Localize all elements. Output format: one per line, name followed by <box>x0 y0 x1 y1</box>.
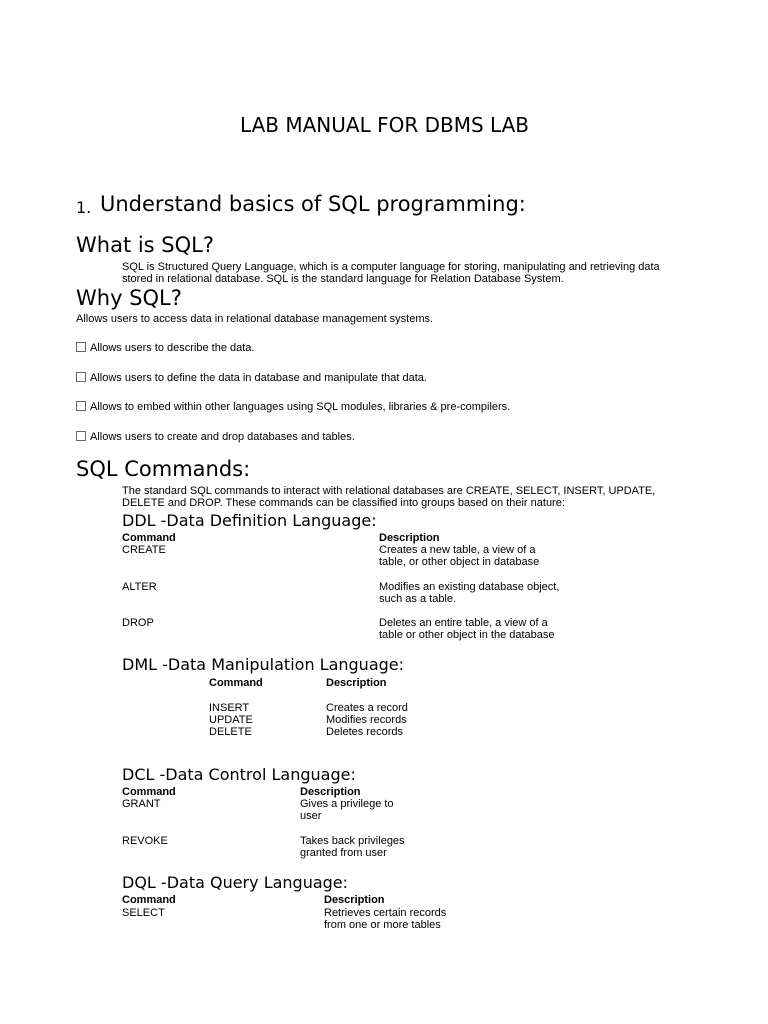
dcl-row-description: Gives a privilege to <box>300 798 394 810</box>
dml-row-command: INSERT <box>209 702 250 714</box>
section-number: 1. <box>76 198 92 217</box>
bullet-item <box>76 401 510 413</box>
bullet-item <box>76 342 254 354</box>
ddl-row-command: CREATE <box>122 544 166 556</box>
dcl-heading: DCL -Data Control Language: <box>122 765 356 784</box>
dql-heading: DQL -Data Query Language: <box>122 873 349 892</box>
ddl-row-command: DROP <box>122 617 154 629</box>
dml-col-description: Description <box>326 677 387 689</box>
dcl-row-command: REVOKE <box>122 835 168 847</box>
what-is-sql-text-line: SQL is Structured Query Language, which is a computer language for storing, manipulating and retrieving data <box>122 261 660 273</box>
bullet-box-icon <box>76 372 86 382</box>
bullet-text: Allows users to define the data in database and manipulate that data. <box>90 372 427 384</box>
dml-row-description: Deletes records <box>326 726 404 738</box>
bullet-text: Allows users to create and drop databases and tables. <box>90 431 355 443</box>
ddl-row-command: ALTER <box>122 581 157 593</box>
dml-heading: DML -Data Manipulation Language: <box>122 655 405 674</box>
ddl-heading: DDL -Data Definition Language: <box>122 511 377 530</box>
bullet-item <box>76 431 355 443</box>
dql-col-command: Command <box>122 894 176 906</box>
sql-commands-heading: SQL Commands: <box>76 457 251 481</box>
page-title: LAB MANUAL FOR DBMS LAB <box>240 113 530 137</box>
ddl-col-description: Description <box>379 532 440 544</box>
ddl-row-description: Creates a new table, a view of a <box>379 544 536 556</box>
dcl-row-description: user <box>300 810 322 822</box>
dql-col-description: Description <box>324 894 385 906</box>
why-sql-intro: Allows users to access data in relational database management systems. <box>76 313 434 325</box>
dql-row-description: from one or more tables <box>324 919 441 931</box>
dcl-row-command: GRANT <box>122 798 161 810</box>
dml-col-command: Command <box>209 677 263 689</box>
sql-commands-text-line: DELETE and DROP. These commands can be classified into groups based on their nature: <box>122 497 565 509</box>
dml-row-description: Creates a record <box>326 702 408 714</box>
dql-row-command: SELECT <box>122 907 165 919</box>
bullet-text: Allows users to describe the data. <box>90 342 255 354</box>
dcl-row-description: granted from user <box>300 847 387 859</box>
ddl-row-description: table or other object in the database <box>379 629 555 641</box>
ddl-col-command: Command <box>122 532 176 544</box>
bullet-item <box>76 372 427 384</box>
ddl-row-description: Modifies an existing database object, <box>379 581 560 593</box>
ddl-row-description: such as a table. <box>379 593 457 605</box>
sql-commands-text-line: The standard SQL commands to interact with relational databases are CREATE, SELECT, INSERT, UPDATE, <box>122 485 656 497</box>
what-is-sql-text-line: stored in relational database. SQL is the standard language for Relation Database System. <box>122 273 564 285</box>
dcl-col-description: Description <box>300 786 361 798</box>
bullet-box-icon <box>76 431 86 441</box>
dcl-row-description: Takes back privileges <box>300 835 405 847</box>
bullet-text: Allows to embed within other languages using SQL modules, libraries & pre-compilers. <box>90 401 511 413</box>
what-is-sql-heading: What is SQL? <box>76 233 215 257</box>
dcl-col-command: Command <box>122 786 176 798</box>
why-sql-heading: Why SQL? <box>76 286 182 310</box>
section-title: Understand basics of SQL programming: <box>100 192 526 216</box>
bullet-box-icon <box>76 342 86 352</box>
dml-row-description: Modifies records <box>326 714 407 726</box>
dml-row-command: UPDATE <box>209 714 253 726</box>
dql-row-description: Retrieves certain records <box>324 907 447 919</box>
ddl-row-description: Deletes an entire table, a view of a <box>379 617 548 629</box>
bullet-box-icon <box>76 401 86 411</box>
ddl-row-description: table, or other object in database <box>379 556 540 568</box>
dml-row-command: DELETE <box>209 726 252 738</box>
